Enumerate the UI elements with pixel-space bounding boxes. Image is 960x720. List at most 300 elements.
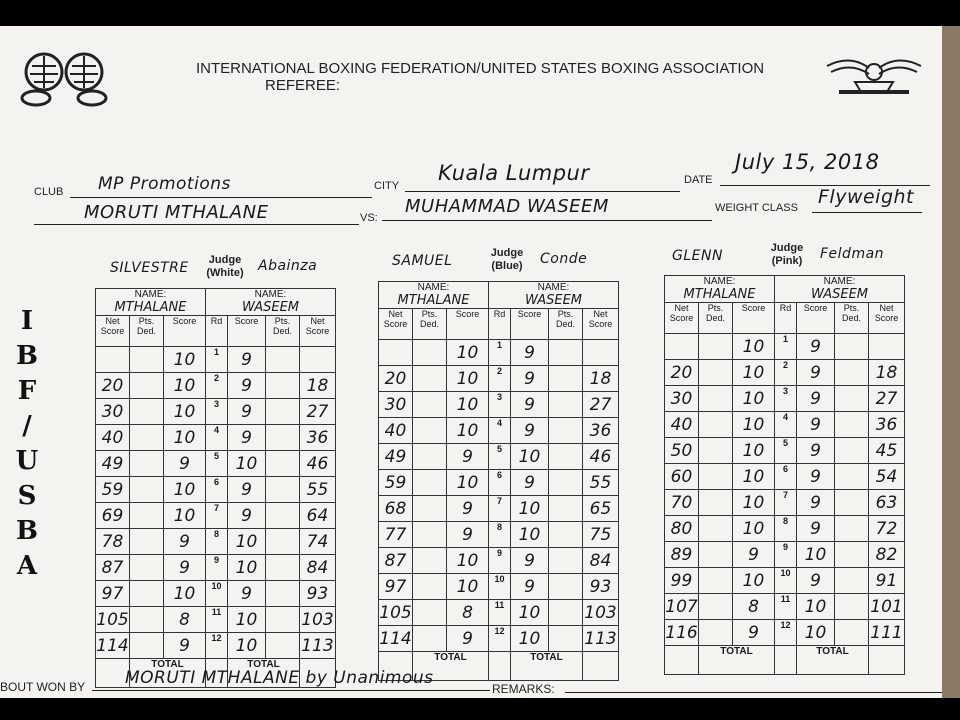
pts-ded-blue [266,581,300,607]
round-number: 2 [489,366,511,392]
name-label: NAME: [537,282,570,293]
side-letter: A [16,551,38,581]
pts-ded-blue [549,444,583,470]
side-letter: B [16,516,38,546]
net-score-red: 97 [96,581,130,607]
score-header: Score [228,316,266,347]
net-score-blue: 64 [300,503,336,529]
score-red: 9 [447,496,489,522]
score-blue: 10 [228,451,266,477]
round-number: 8 [775,516,797,542]
round-number: 12 [775,620,797,646]
score-header: Score [447,309,489,340]
score-red: 10 [733,516,775,542]
ibf-gloves-logo [20,48,110,108]
round-row [379,600,619,626]
name-cell-red [665,276,775,303]
net-score-red: 68 [379,496,413,522]
round-number: 5 [775,438,797,464]
club-value: MP Promotions [98,174,231,194]
pts-ded-red [413,366,447,392]
score-blue: 10 [228,607,266,633]
net-score-blue: 65 [583,496,619,522]
score-red: 10 [164,477,206,503]
pts-ded-red [413,392,447,418]
round-number: 4 [775,412,797,438]
net-score-red [379,340,413,366]
score-red: 10 [447,366,489,392]
score-blue: 9 [228,425,266,451]
bout-won-line [92,690,490,691]
pts-ded-blue [835,360,869,386]
net-score-blue: 54 [869,464,905,490]
round-row [96,633,336,659]
score-blue: 10 [228,529,266,555]
net-score-header: Net Score [869,303,905,334]
bout-won-value: MORUTI MTHALANE by Unanimous [125,668,434,688]
judge-last-name: Conde [540,251,588,267]
pts-ded-red [130,529,164,555]
score-blue: 9 [228,347,266,373]
round-number: 7 [206,503,228,529]
round-row [96,581,336,607]
pts-ded-blue [835,464,869,490]
score-red: 10 [164,347,206,373]
judge-score-table [378,281,619,681]
pts-ded-blue [266,555,300,581]
net-score-blue: 63 [869,490,905,516]
net-score-blue: 113 [583,626,619,652]
round-row [96,607,336,633]
round-number: 12 [206,633,228,659]
round-number: 1 [775,334,797,360]
round-number: 9 [489,548,511,574]
judge-score-table [664,275,905,675]
pts-ded-header: Pts. Ded. [835,303,869,334]
total-net-red [665,646,699,675]
pts-ded-blue [549,522,583,548]
round-number: 8 [489,522,511,548]
score-red: 9 [164,633,206,659]
date-value: July 15, 2018 [735,150,880,174]
net-score-blue: 91 [869,568,905,594]
pts-ded-blue [549,496,583,522]
pts-ded-red [413,600,447,626]
round-row [96,399,336,425]
net-score-blue: 46 [583,444,619,470]
score-red: 10 [447,470,489,496]
weight-class-value: Flyweight [818,186,915,208]
score-blue: 9 [228,399,266,425]
score-red: 10 [447,340,489,366]
round-row [96,529,336,555]
remarks-line [565,692,945,693]
score-red: 9 [447,626,489,652]
round-number: 3 [775,386,797,412]
round-row [379,444,619,470]
net-score-blue: 45 [869,438,905,464]
pts-ded-red [130,633,164,659]
score-blue: 9 [511,574,549,600]
net-score-red: 107 [665,594,699,620]
pts-ded-header: Pts. Ded. [266,316,300,347]
round-number: 3 [489,392,511,418]
net-score-blue: 55 [300,477,336,503]
judge-color-label: Judge (Pink) [770,242,804,267]
round-number: 7 [489,496,511,522]
pts-ded-blue [835,594,869,620]
pts-ded-red [699,594,733,620]
pts-ded-blue [549,366,583,392]
pts-ded-blue [266,503,300,529]
net-score-red: 40 [96,425,130,451]
score-blue: 9 [228,503,266,529]
score-blue: 10 [797,542,835,568]
round-row [665,568,905,594]
bout-won-label: BOUT WON BY [0,680,86,694]
round-row [96,555,336,581]
pts-ded-red [413,340,447,366]
side-letter: I [20,306,34,336]
score-red: 9 [164,451,206,477]
round-row [96,451,336,477]
net-score-blue: 55 [583,470,619,496]
net-score-blue: 74 [300,529,336,555]
judge-color-label: Judge (Blue) [490,247,524,272]
round-row [665,594,905,620]
score-red: 9 [447,444,489,470]
round-row [665,464,905,490]
net-score-blue: 36 [869,412,905,438]
round-header: Rd [489,309,511,340]
round-number: 11 [489,600,511,626]
club-label: CLUB [34,186,64,198]
city-value: Kuala Lumpur [438,161,590,185]
score-header: Score [797,303,835,334]
pts-ded-blue [266,425,300,451]
net-score-header: Net Score [300,316,336,347]
score-red: 10 [164,503,206,529]
pts-ded-red [699,620,733,646]
round-row [379,496,619,522]
score-blue: 9 [511,470,549,496]
score-blue: 9 [797,464,835,490]
total-label: TOTAL [699,646,775,675]
score-red: 10 [733,464,775,490]
pts-ded-red [413,496,447,522]
judge-color-label: Judge (White) [206,254,244,279]
pts-ded-blue [266,451,300,477]
score-red: 10 [733,386,775,412]
total-net-blue [869,646,905,675]
score-red: 10 [733,490,775,516]
name-cell-blue [489,282,619,309]
score-blue: 9 [797,568,835,594]
score-red: 8 [164,607,206,633]
name-label: NAME: [823,276,856,287]
round-row [665,334,905,360]
round-number: 10 [775,568,797,594]
score-blue: 10 [511,600,549,626]
pts-ded-blue [549,626,583,652]
net-score-red: 114 [379,626,413,652]
round-row [96,477,336,503]
score-red: 10 [733,412,775,438]
round-number: 6 [775,464,797,490]
net-score-red: 20 [96,373,130,399]
round-row [96,503,336,529]
pts-ded-blue [835,516,869,542]
fighter-name-blue: WASEEM [811,287,868,302]
round-number: 2 [775,360,797,386]
pts-ded-red [699,516,733,542]
net-score-blue: 93 [583,574,619,600]
net-score-red: 78 [96,529,130,555]
total-label: TOTAL [130,659,206,688]
score-blue: 10 [228,633,266,659]
net-score-red: 60 [665,464,699,490]
fighter-red-line [34,224,359,225]
score-blue: 9 [797,334,835,360]
name-cell-blue [206,289,336,316]
score-blue: 9 [511,340,549,366]
pts-ded-blue [549,340,583,366]
round-number: 11 [206,607,228,633]
score-blue: 10 [511,496,549,522]
score-red: 9 [733,620,775,646]
pts-ded-header: Pts. Ded. [699,303,733,334]
city-line [405,191,680,192]
net-score-red: 105 [379,600,413,626]
round-number: 5 [489,444,511,470]
net-score-red: 40 [379,418,413,444]
pts-ded-blue [266,347,300,373]
round-number: 11 [775,594,797,620]
round-number: 12 [489,626,511,652]
form-header [150,60,810,94]
judge-first-name: SAMUEL [392,253,453,269]
fighter-name-red: MTHALANE [114,300,187,315]
score-red: 10 [164,373,206,399]
score-blue: 10 [797,620,835,646]
pts-ded-header: Pts. Ded. [413,309,447,340]
judge-last-name: Abainza [258,258,318,274]
score-blue: 9 [797,438,835,464]
fighter-name-red: MTHALANE [683,287,756,302]
pts-ded-blue [266,399,300,425]
score-red: 9 [447,522,489,548]
pts-ded-red [130,399,164,425]
remarks-label: REMARKS: [492,682,555,696]
pts-ded-blue [835,386,869,412]
net-score-blue: 46 [300,451,336,477]
score-blue: 9 [511,392,549,418]
net-score-blue: 113 [300,633,336,659]
score-blue: 9 [797,490,835,516]
round-number: 5 [206,451,228,477]
total-label: TOTAL [413,652,489,681]
side-letter: B [16,341,38,371]
vs-label: VS: [360,212,378,224]
score-blue: 10 [511,626,549,652]
judge-last-name: Feldman [820,246,885,262]
net-score-blue [869,334,905,360]
usba-eagle-logo [825,52,923,96]
side-letter: F [17,376,37,406]
net-score-red: 30 [665,386,699,412]
name-cell-red [379,282,489,309]
total-label: TOTAL [797,646,869,675]
net-score-header: Net Score [665,303,699,334]
net-score-red: 59 [96,477,130,503]
round-number: 3 [206,399,228,425]
round-number: 4 [489,418,511,444]
net-score-red: 49 [379,444,413,470]
score-blue: 9 [228,477,266,503]
round-number: 10 [206,581,228,607]
score-red: 10 [447,418,489,444]
fighter-blue-value: MUHAMMAD WASEEM [405,196,609,217]
score-red: 9 [164,529,206,555]
net-score-red: 99 [665,568,699,594]
net-score-blue: 75 [583,522,619,548]
total-rd [775,646,797,675]
net-score-blue: 36 [583,418,619,444]
net-score-blue: 27 [583,392,619,418]
net-score-red: 116 [665,620,699,646]
pts-ded-red [413,418,447,444]
net-score-red: 49 [96,451,130,477]
pts-ded-blue [835,568,869,594]
pts-ded-blue [266,529,300,555]
net-score-blue: 111 [869,620,905,646]
pts-ded-red [130,373,164,399]
fighter-name-red: MTHALANE [397,293,470,308]
net-score-blue [583,340,619,366]
net-score-red: 114 [96,633,130,659]
name-cell-red [96,289,206,316]
round-header: Rd [775,303,797,334]
pts-ded-blue [266,477,300,503]
round-row [96,373,336,399]
net-score-blue: 93 [300,581,336,607]
round-row [379,366,619,392]
net-score-blue: 36 [300,425,336,451]
score-blue: 9 [511,418,549,444]
score-blue: 10 [797,594,835,620]
round-row [379,522,619,548]
round-row [665,542,905,568]
round-row [96,347,336,373]
name-label: NAME: [703,276,736,287]
score-blue: 9 [511,366,549,392]
weight-class-label: WEIGHT CLASS [715,202,798,214]
pts-ded-header: Pts. Ded. [130,316,164,347]
score-red: 10 [447,548,489,574]
pts-ded-blue [549,470,583,496]
net-score-red: 70 [665,490,699,516]
round-row [379,340,619,366]
net-score-red [665,334,699,360]
round-row [379,418,619,444]
net-score-blue: 103 [300,607,336,633]
score-blue: 9 [228,373,266,399]
side-letter: U [15,446,39,476]
pts-ded-red [130,451,164,477]
round-number: 10 [489,574,511,600]
total-label: TOTAL [228,659,300,688]
pts-ded-blue [266,607,300,633]
total-net-blue [583,652,619,681]
round-row [665,412,905,438]
side-letter: S [17,481,37,511]
net-score-red: 20 [379,366,413,392]
net-score-red: 89 [665,542,699,568]
table-edge [942,26,960,698]
net-score-blue: 18 [869,360,905,386]
round-row [665,620,905,646]
score-red: 9 [733,542,775,568]
score-red: 10 [733,360,775,386]
round-number: 2 [206,373,228,399]
pts-ded-red [699,334,733,360]
form-title: INTERNATIONAL BOXING FEDERATION/UNITED STATES BOXING ASSOCIATION [195,60,765,77]
pts-ded-red [130,503,164,529]
round-number: 1 [489,340,511,366]
pts-ded-blue [549,548,583,574]
round-number: 9 [775,542,797,568]
net-score-red: 87 [96,555,130,581]
pts-ded-blue [549,418,583,444]
round-row [379,392,619,418]
pts-ded-red [699,542,733,568]
pts-ded-blue [835,490,869,516]
pts-ded-red [413,444,447,470]
judge-score-table [95,288,336,688]
net-score-red [96,347,130,373]
round-number: 6 [206,477,228,503]
round-row [665,516,905,542]
pts-ded-red [699,386,733,412]
score-blue: 9 [797,360,835,386]
round-number: 1 [206,347,228,373]
score-red: 9 [164,555,206,581]
round-header: Rd [206,316,228,347]
net-score-red: 105 [96,607,130,633]
pts-ded-red [699,438,733,464]
pts-ded-red [413,522,447,548]
judge-first-name: SILVESTRE [110,260,189,276]
pts-ded-red [413,574,447,600]
weight-class-line [812,212,922,213]
pts-ded-red [130,347,164,373]
pts-ded-blue [549,392,583,418]
round-row [379,574,619,600]
fighter-blue-line [382,220,712,221]
pts-ded-red [699,360,733,386]
score-red: 10 [447,392,489,418]
date-label: DATE [684,174,713,186]
round-row [665,490,905,516]
round-number: 6 [489,470,511,496]
score-red: 10 [164,581,206,607]
net-score-red: 69 [96,503,130,529]
score-blue: 10 [228,555,266,581]
name-label: NAME: [417,282,450,293]
round-number: 4 [206,425,228,451]
round-row [96,425,336,451]
net-score-red: 87 [379,548,413,574]
